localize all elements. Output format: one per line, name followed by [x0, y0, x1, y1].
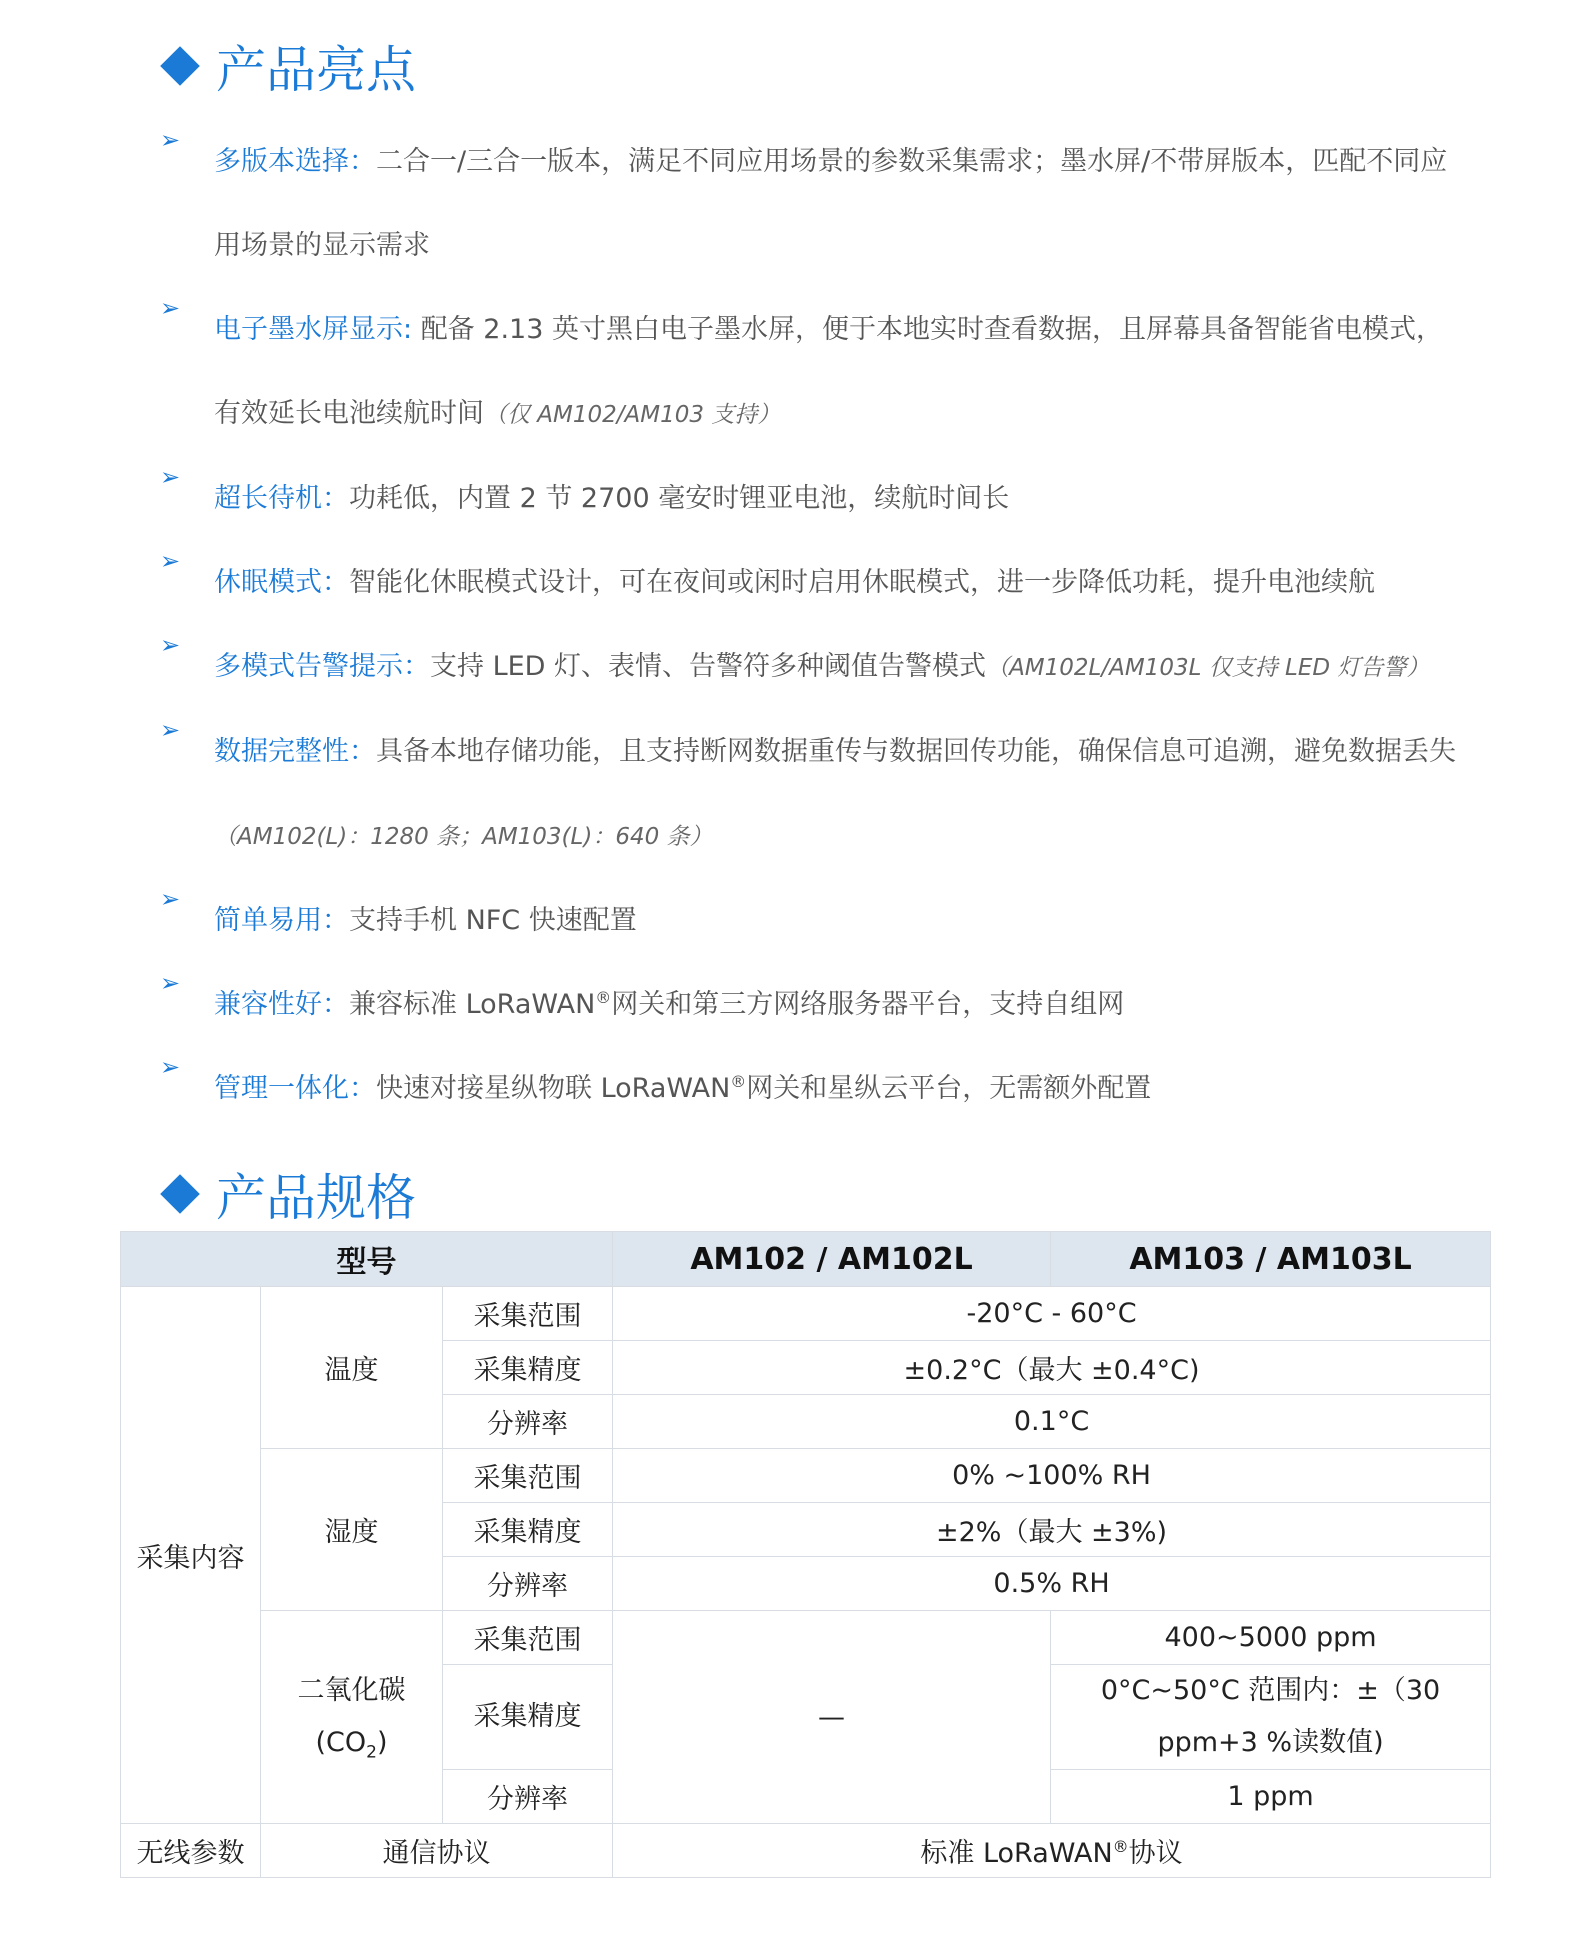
- spec-table: [120, 1231, 1491, 1878]
- arrow-bullet-icon: ➢: [160, 463, 181, 491]
- list-item: ➢ 多版本选择：二合一/三合一版本，满足不同应用场景的参数采集需求；墨水屏/不带屏版本，匹配不同应用场景的显示需求: [160, 126, 1448, 261]
- feature-label: 简单易用: [214, 905, 322, 936]
- arrow-bullet-icon: ➢: [160, 885, 181, 913]
- cell-value: 0.1°C: [613, 1395, 1491, 1449]
- table-header-row: [121, 1232, 1491, 1287]
- arrow-bullet-icon: ➢: [160, 1053, 181, 1081]
- header-model: 型号: [121, 1232, 613, 1287]
- feature-body: 支持 LED 灯、表情、告警符多种阈值告警模式: [430, 651, 987, 682]
- group-wireless: 无线参数: [121, 1824, 261, 1878]
- arrow-bullet-icon: ➢: [160, 126, 181, 154]
- feature-body: 配备 2.13 英寸黑白电子墨水屏，便于本地实时查看数据，且屏幕具备智能省电模式，有效延长电池续航时间: [214, 314, 1443, 429]
- arrow-bullet-icon: ➢: [160, 631, 181, 659]
- list-item: ➢ 休眠模式：智能化休眠模式设计，可在夜间或闲时启用休眠模式，进一步降低功耗，提升电池续航: [160, 547, 1375, 598]
- feature-note: （AM102(L)：1280 条；AM103(L)：640 条）: [214, 824, 713, 850]
- section-title-text: 产品亮点: [216, 41, 416, 99]
- cell-value: 400~5000 ppm: [1051, 1611, 1491, 1665]
- cell-value: 0.5% RH: [613, 1557, 1491, 1611]
- section-title-highlights: [160, 30, 416, 102]
- feature-body: 网关和第三方网络服务器平台，支持自组网: [611, 989, 1125, 1020]
- feature-label: 多模式告警提示: [214, 651, 403, 682]
- table-row: [121, 1824, 1491, 1878]
- feature-body: 二合一/三合一版本，满足不同应用场景的参数采集需求；墨水屏/不带屏版本，匹配不同应用场景的显示需求: [214, 146, 1448, 261]
- list-item: ➢ 兼容性好：兼容标准 LoRaWAN®网关和第三方网络服务器平台，支持自组网: [160, 969, 1125, 1020]
- table-row: [121, 1611, 1491, 1665]
- cell-value: -20°C - 60°C: [613, 1287, 1491, 1341]
- registered-mark: ®: [1112, 1837, 1129, 1856]
- feature-body: 支持手机 NFC 快速配置: [349, 905, 637, 936]
- cell-value: 标准 LoRaWAN®协议: [613, 1824, 1491, 1878]
- cell-value: 0% ~100% RH: [613, 1449, 1491, 1503]
- row-label: 分辨率: [443, 1395, 613, 1449]
- header-am102: AM102 / AM102L: [613, 1232, 1051, 1287]
- feature-body: 功耗低，内置 2 节 2700 毫安时锂亚电池，续航时间长: [349, 483, 1010, 514]
- feature-body: 具备本地存储功能，且支持断网数据重传与数据回传功能，确保信息可追溯，避免数据丢失: [376, 736, 1456, 767]
- feature-label: 电子墨水屏显示: [214, 314, 403, 345]
- feature-label: 数据完整性: [214, 736, 349, 767]
- row-label: 采集精度: [443, 1665, 613, 1770]
- registered-mark: ®: [730, 1072, 747, 1091]
- header-am103: AM103 / AM103L: [1051, 1232, 1491, 1287]
- group-collect: 采集内容: [121, 1287, 261, 1824]
- feature-label: 休眠模式: [214, 567, 322, 598]
- feature-list: [0, 120, 1587, 1131]
- row-label: 分辨率: [443, 1557, 613, 1611]
- arrow-bullet-icon: ➢: [160, 547, 181, 575]
- cell-value: ±0.2°C（最大 ±0.4°C): [613, 1341, 1491, 1395]
- table-row: [121, 1449, 1491, 1503]
- feature-body: 智能化休眠模式设计，可在夜间或闲时启用休眠模式，进一步降低功耗，提升电池续航: [349, 567, 1375, 598]
- feature-body: 兼容标准 LoRaWAN: [349, 989, 596, 1020]
- feature-note: （仅 AM102/AM103 支持）: [484, 402, 781, 428]
- feature-label: 多版本选择: [214, 146, 349, 177]
- arrow-bullet-icon: ➢: [160, 716, 181, 744]
- row-label: 通信协议: [261, 1824, 613, 1878]
- cell-value: 1 ppm: [1051, 1770, 1491, 1824]
- list-item: ➢ 管理一体化：快速对接星纵物联 LoRaWAN®网关和星纵云平台，无需额外配置: [160, 1053, 1152, 1104]
- list-item: ➢ 简单易用：支持手机 NFC 快速配置: [160, 885, 637, 936]
- list-item: ➢ 电子墨水屏显示: 配备 2.13 英寸黑白电子墨水屏，便于本地实时查看数据，且屏幕具备智能省电模式，有效延长电池续航时间（仅 AM102/AM103 支持）: [160, 294, 1443, 429]
- list-item: ➢ 超长待机：功耗低，内置 2 节 2700 毫安时锂亚电池，续航时间长: [160, 463, 1010, 514]
- cell-value: 0°C~50°C 范围内：±（30 ppm+3 %读数值): [1051, 1665, 1491, 1770]
- table-row: [121, 1287, 1491, 1341]
- feature-body: 网关和星纵云平台，无需额外配置: [746, 1073, 1152, 1104]
- diamond-bullet-icon: [160, 46, 200, 86]
- row-label: 采集精度: [443, 1341, 613, 1395]
- row-label: 采集范围: [443, 1287, 613, 1341]
- feature-label: 管理一体化: [214, 1073, 349, 1104]
- diamond-bullet-icon: [160, 1174, 200, 1214]
- list-item: ➢ 多模式告警提示：支持 LED 灯、表情、告警符多种阈值告警模式（AM102L/AM103L 仅支持 LED 灯告警）: [160, 631, 1430, 682]
- arrow-bullet-icon: ➢: [160, 969, 181, 997]
- row-label: 采集范围: [443, 1449, 613, 1503]
- row-label: 采集精度: [443, 1503, 613, 1557]
- param-temperature: 温度: [261, 1287, 443, 1449]
- param-humidity: 湿度: [261, 1449, 443, 1611]
- feature-label: 兼容性好: [214, 989, 322, 1020]
- param-co2: 二氧化碳 $(CO_2)$: [261, 1611, 443, 1824]
- section-title-specs: [160, 1158, 416, 1230]
- arrow-bullet-icon: ➢: [160, 294, 181, 322]
- cell-value-am102-co2: —: [613, 1611, 1051, 1824]
- feature-note: （AM102L/AM103L 仅支持 LED 灯告警）: [986, 655, 1430, 681]
- list-item: ➢ 数据完整性：具备本地存储功能，且支持断网数据重传与数据回传功能，确保信息可追溯，避免数据丢失（AM102(L)：1280 条；AM103(L)：640 条）: [160, 716, 1456, 850]
- row-label: 分辨率: [443, 1770, 613, 1824]
- co2-formula: $(CO_2)$: [315, 1727, 388, 1763]
- feature-label: 超长待机: [214, 483, 322, 514]
- cell-value: ±2%（最大 ±3%): [613, 1503, 1491, 1557]
- registered-mark: ®: [595, 988, 612, 1007]
- section-title-text: 产品规格: [216, 1169, 416, 1227]
- row-label: 采集范围: [443, 1611, 613, 1665]
- feature-body: 快速对接星纵物联 LoRaWAN: [376, 1073, 731, 1104]
